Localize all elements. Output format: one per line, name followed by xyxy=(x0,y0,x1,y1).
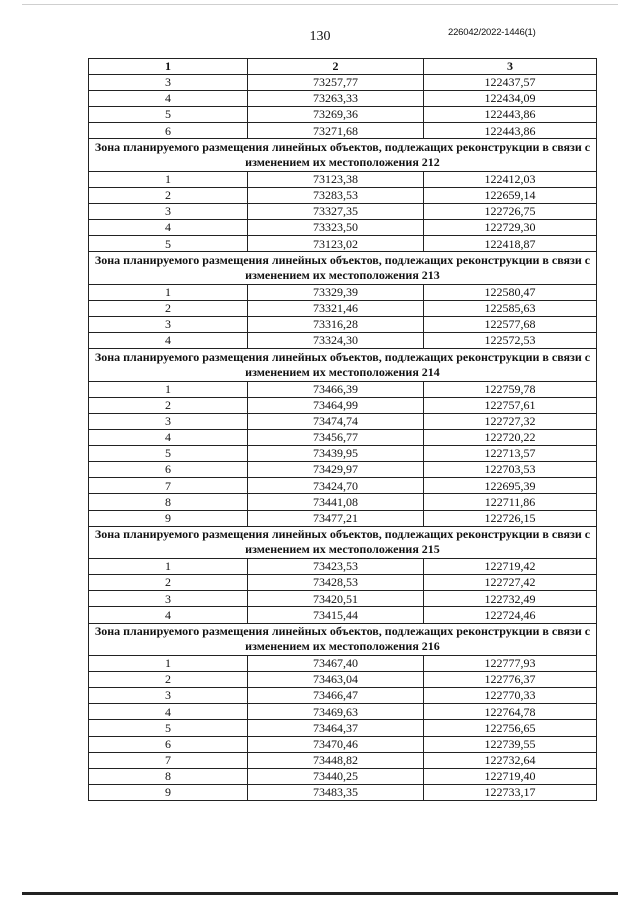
point-number-cell: 6 xyxy=(89,736,248,752)
x-coordinate-cell: 73321,46 xyxy=(248,301,424,317)
y-coordinate-cell: 122726,15 xyxy=(424,510,597,526)
point-number-cell: 4 xyxy=(89,607,248,623)
zone-heading-row xyxy=(89,139,597,172)
y-coordinate-cell: 122711,86 xyxy=(424,494,597,510)
point-number-cell: 9 xyxy=(89,784,248,800)
table-row xyxy=(89,236,597,252)
x-coordinate-cell: 73466,39 xyxy=(248,381,424,397)
x-coordinate-cell: 73423,53 xyxy=(248,559,424,575)
x-coordinate-cell: 73456,77 xyxy=(248,430,424,446)
table-body xyxy=(89,75,597,801)
table-row xyxy=(89,75,597,91)
table-row xyxy=(89,688,597,704)
y-coordinate-cell: 122770,33 xyxy=(424,688,597,704)
column-header-y: 3 xyxy=(424,59,597,75)
table-row xyxy=(89,317,597,333)
x-coordinate-cell: 73441,08 xyxy=(248,494,424,510)
point-number-cell: 5 xyxy=(89,236,248,252)
point-number-cell: 2 xyxy=(89,188,248,204)
y-coordinate-cell: 122719,40 xyxy=(424,768,597,784)
table-row xyxy=(89,510,597,526)
document-code: 226042/2022-1446(1) xyxy=(448,27,536,38)
point-number-cell: 4 xyxy=(89,704,248,720)
table-row xyxy=(89,91,597,107)
table-row xyxy=(89,381,597,397)
column-header-point-number: 1 xyxy=(89,59,248,75)
point-number-cell: 1 xyxy=(89,656,248,672)
x-coordinate-cell: 73464,37 xyxy=(248,720,424,736)
point-number-cell: 4 xyxy=(89,91,248,107)
table-row xyxy=(89,752,597,768)
point-number-cell: 1 xyxy=(89,171,248,187)
point-number-cell: 2 xyxy=(89,575,248,591)
point-number-cell: 7 xyxy=(89,478,248,494)
x-coordinate-cell: 73420,51 xyxy=(248,591,424,607)
point-number-cell: 3 xyxy=(89,75,248,91)
bottom-rule xyxy=(22,892,618,895)
point-number-cell: 2 xyxy=(89,301,248,317)
table-row xyxy=(89,301,597,317)
zone-heading-row xyxy=(89,526,597,559)
table-row xyxy=(89,220,597,236)
x-coordinate-cell: 73464,99 xyxy=(248,397,424,413)
point-number-cell: 4 xyxy=(89,333,248,349)
y-coordinate-cell: 122739,55 xyxy=(424,736,597,752)
table-row xyxy=(89,414,597,430)
zone-title: Зона планируемого размещения линейных объектов, подлежащих реконструкции в связи с изменением их местоположения 214 xyxy=(89,349,597,382)
table-row xyxy=(89,284,597,300)
x-coordinate-cell: 73429,97 xyxy=(248,462,424,478)
x-coordinate-cell: 73257,77 xyxy=(248,75,424,91)
x-coordinate-cell: 73123,02 xyxy=(248,236,424,252)
x-coordinate-cell: 73440,25 xyxy=(248,768,424,784)
y-coordinate-cell: 122412,03 xyxy=(424,171,597,187)
table-row xyxy=(89,494,597,510)
point-number-cell: 3 xyxy=(89,688,248,704)
y-coordinate-cell: 122572,53 xyxy=(424,333,597,349)
coordinates-table xyxy=(88,58,597,801)
point-number-cell: 1 xyxy=(89,381,248,397)
page-number: 130 xyxy=(309,29,331,44)
point-number-cell: 4 xyxy=(89,430,248,446)
point-number-cell: 6 xyxy=(89,123,248,139)
table-row xyxy=(89,768,597,784)
zone-heading-row xyxy=(89,252,597,285)
x-coordinate-cell: 73263,33 xyxy=(248,91,424,107)
y-coordinate-cell: 122726,75 xyxy=(424,204,597,220)
point-number-cell: 1 xyxy=(89,559,248,575)
x-coordinate-cell: 73323,50 xyxy=(248,220,424,236)
table-row xyxy=(89,123,597,139)
x-coordinate-cell: 73477,21 xyxy=(248,510,424,526)
x-coordinate-cell: 73415,44 xyxy=(248,607,424,623)
x-coordinate-cell: 73470,46 xyxy=(248,736,424,752)
y-coordinate-cell: 122727,42 xyxy=(424,575,597,591)
point-number-cell: 3 xyxy=(89,317,248,333)
x-coordinate-cell: 73324,30 xyxy=(248,333,424,349)
table-row xyxy=(89,397,597,413)
point-number-cell: 3 xyxy=(89,591,248,607)
x-coordinate-cell: 73428,53 xyxy=(248,575,424,591)
x-coordinate-cell: 73469,63 xyxy=(248,704,424,720)
column-header-x: 2 xyxy=(248,59,424,75)
point-number-cell: 5 xyxy=(89,720,248,736)
x-coordinate-cell: 73316,28 xyxy=(248,317,424,333)
table-row xyxy=(89,559,597,575)
point-number-cell: 4 xyxy=(89,220,248,236)
y-coordinate-cell: 122443,86 xyxy=(424,107,597,123)
x-coordinate-cell: 73448,82 xyxy=(248,752,424,768)
x-coordinate-cell: 73474,74 xyxy=(248,414,424,430)
y-coordinate-cell: 122585,63 xyxy=(424,301,597,317)
table-row xyxy=(89,704,597,720)
table-row xyxy=(89,107,597,123)
point-number-cell: 5 xyxy=(89,446,248,462)
zone-title: Зона планируемого размещения линейных объектов, подлежащих реконструкции в связи с изменением их местоположения 212 xyxy=(89,139,597,172)
y-coordinate-cell: 122776,37 xyxy=(424,672,597,688)
table-row xyxy=(89,736,597,752)
y-coordinate-cell: 122732,64 xyxy=(424,752,597,768)
table-row xyxy=(89,430,597,446)
table-row xyxy=(89,575,597,591)
y-coordinate-cell: 122719,42 xyxy=(424,559,597,575)
y-coordinate-cell: 122703,53 xyxy=(424,462,597,478)
table-row xyxy=(89,462,597,478)
point-number-cell: 3 xyxy=(89,414,248,430)
y-coordinate-cell: 122777,93 xyxy=(424,656,597,672)
table-row xyxy=(89,607,597,623)
point-number-cell: 6 xyxy=(89,462,248,478)
point-number-cell: 1 xyxy=(89,284,248,300)
zone-title: Зона планируемого размещения линейных объектов, подлежащих реконструкции в связи с изменением их местоположения 215 xyxy=(89,526,597,559)
zone-heading-row xyxy=(89,349,597,382)
x-coordinate-cell: 73271,68 xyxy=(248,123,424,139)
y-coordinate-cell: 122580,47 xyxy=(424,284,597,300)
table-row xyxy=(89,188,597,204)
zone-title: Зона планируемого размещения линейных объектов, подлежащих реконструкции в связи с изменением их местоположения 213 xyxy=(89,252,597,285)
point-number-cell: 7 xyxy=(89,752,248,768)
y-coordinate-cell: 122577,68 xyxy=(424,317,597,333)
table-row xyxy=(89,591,597,607)
point-number-cell: 8 xyxy=(89,768,248,784)
y-coordinate-cell: 122713,57 xyxy=(424,446,597,462)
y-coordinate-cell: 122659,14 xyxy=(424,188,597,204)
x-coordinate-cell: 73463,04 xyxy=(248,672,424,688)
zone-title: Зона планируемого размещения линейных объектов, подлежащих реконструкции в связи с изменением их местоположения 216 xyxy=(89,623,597,656)
point-number-cell: 8 xyxy=(89,494,248,510)
table-row xyxy=(89,720,597,736)
y-coordinate-cell: 122729,30 xyxy=(424,220,597,236)
y-coordinate-cell: 122756,65 xyxy=(424,720,597,736)
y-coordinate-cell: 122724,46 xyxy=(424,607,597,623)
x-coordinate-cell: 73329,39 xyxy=(248,284,424,300)
table-row xyxy=(89,656,597,672)
y-coordinate-cell: 122757,61 xyxy=(424,397,597,413)
y-coordinate-cell: 122733,17 xyxy=(424,784,597,800)
point-number-cell: 5 xyxy=(89,107,248,123)
x-coordinate-cell: 73467,40 xyxy=(248,656,424,672)
table-header-row xyxy=(89,59,597,75)
y-coordinate-cell: 122727,32 xyxy=(424,414,597,430)
x-coordinate-cell: 73466,47 xyxy=(248,688,424,704)
y-coordinate-cell: 122418,87 xyxy=(424,236,597,252)
x-coordinate-cell: 73327,35 xyxy=(248,204,424,220)
table-row xyxy=(89,672,597,688)
x-coordinate-cell: 73283,53 xyxy=(248,188,424,204)
x-coordinate-cell: 73424,70 xyxy=(248,478,424,494)
y-coordinate-cell: 122695,39 xyxy=(424,478,597,494)
y-coordinate-cell: 122437,57 xyxy=(424,75,597,91)
top-rule xyxy=(22,4,618,5)
x-coordinate-cell: 73269,36 xyxy=(248,107,424,123)
table-row xyxy=(89,446,597,462)
x-coordinate-cell: 73123,38 xyxy=(248,171,424,187)
table-row xyxy=(89,784,597,800)
y-coordinate-cell: 122759,78 xyxy=(424,381,597,397)
point-number-cell: 9 xyxy=(89,510,248,526)
y-coordinate-cell: 122764,78 xyxy=(424,704,597,720)
y-coordinate-cell: 122720,22 xyxy=(424,430,597,446)
zone-heading-row xyxy=(89,623,597,656)
y-coordinate-cell: 122434,09 xyxy=(424,91,597,107)
x-coordinate-cell: 73439,95 xyxy=(248,446,424,462)
x-coordinate-cell: 73483,35 xyxy=(248,784,424,800)
point-number-cell: 2 xyxy=(89,672,248,688)
table-row xyxy=(89,204,597,220)
y-coordinate-cell: 122732,49 xyxy=(424,591,597,607)
point-number-cell: 2 xyxy=(89,397,248,413)
table-row xyxy=(89,333,597,349)
table-row xyxy=(89,478,597,494)
y-coordinate-cell: 122443,86 xyxy=(424,123,597,139)
point-number-cell: 3 xyxy=(89,204,248,220)
table-row xyxy=(89,171,597,187)
